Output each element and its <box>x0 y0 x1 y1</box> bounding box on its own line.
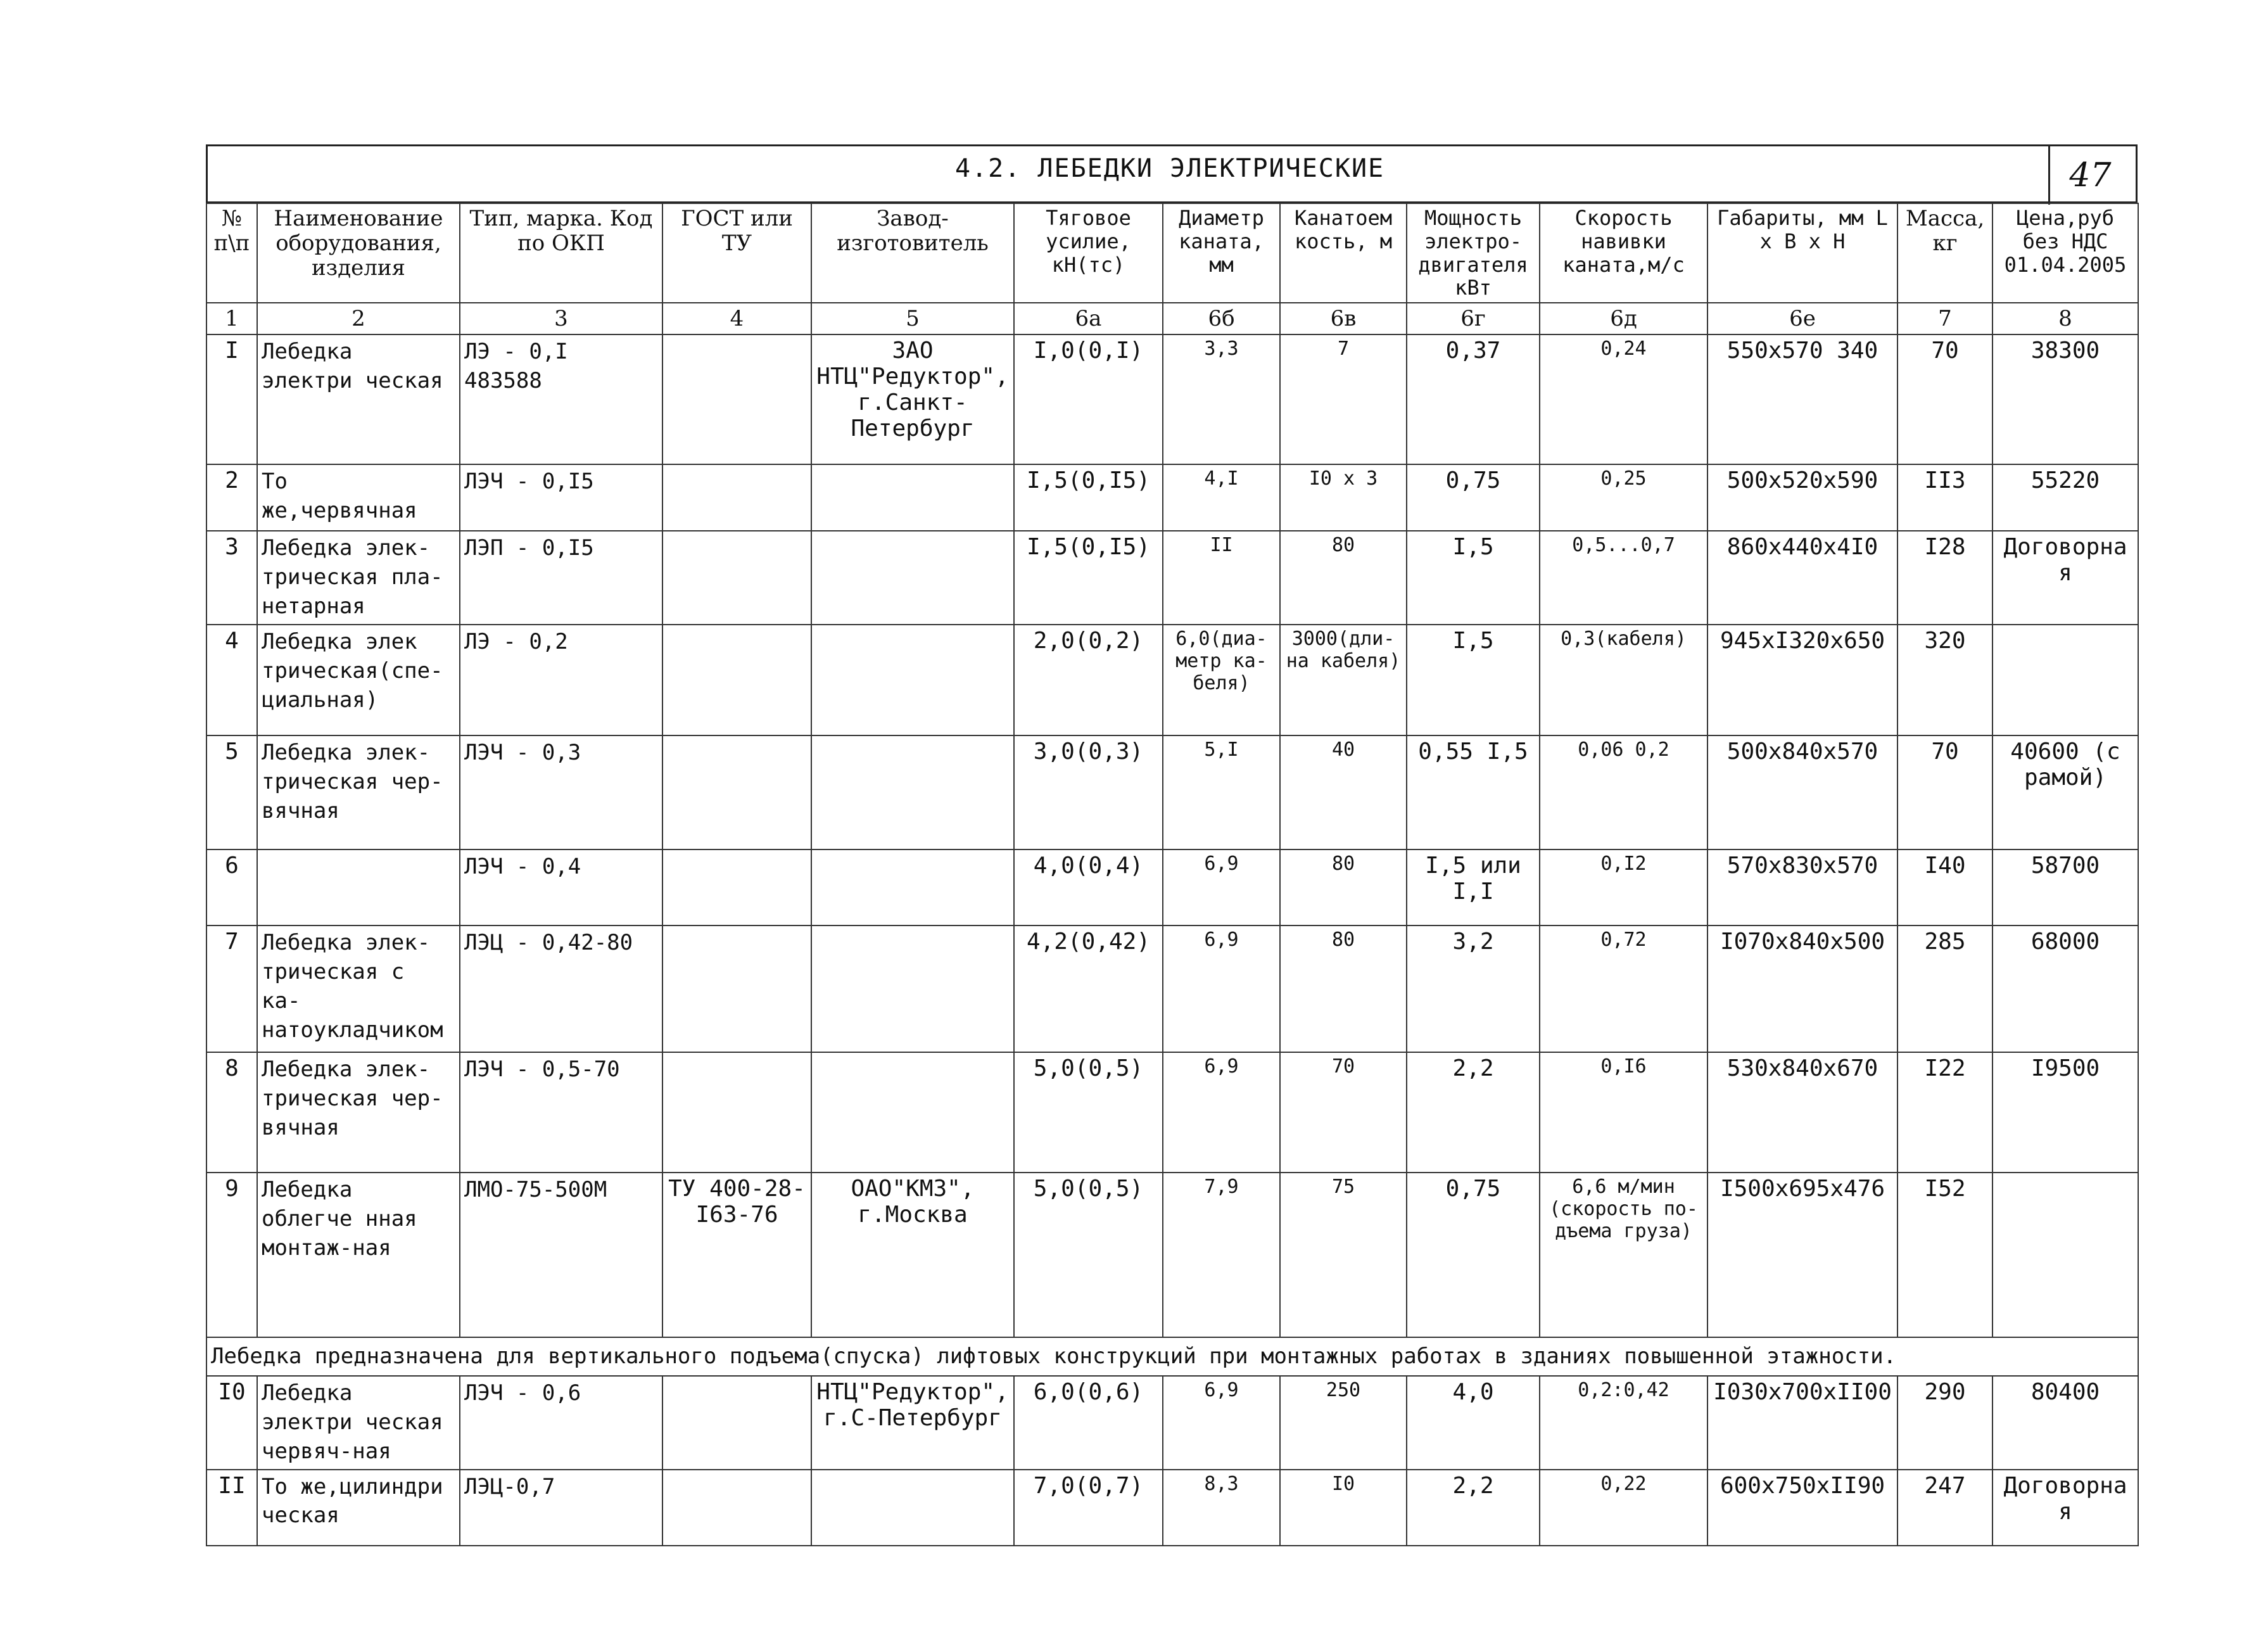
gost-tu-cell <box>662 1376 811 1470</box>
header-cell-power: Мощность электро-двигателя кВт <box>1407 203 1540 303</box>
table-row <box>206 464 2138 531</box>
equipment-name-cell <box>257 849 460 926</box>
rope-capacity-cell: 3000(дли-на кабеля) <box>1280 625 1407 735</box>
mass-cell: I28 <box>1897 531 1992 625</box>
gost-tu-cell <box>662 1052 811 1173</box>
manufacturer-cell: НТЦ"Редуктор", г.С-Петербург <box>811 1376 1014 1470</box>
equipment-name-cell: Лебедка элек трическая(спе-циальная) <box>257 625 460 735</box>
mass-cell: 70 <box>1897 735 1992 849</box>
type-code-cell: ЛЭЦ-0,7 <box>460 1470 662 1546</box>
manufacturer-cell: ЗАО НТЦ"Редуктор", г.Санкт-Петербург <box>811 334 1014 464</box>
rope-capacity-cell: 40 <box>1280 735 1407 849</box>
mass-cell: 285 <box>1897 926 1992 1052</box>
col-number-cell: 6а <box>1014 303 1163 334</box>
price-cell <box>1992 1173 2138 1337</box>
row-number-cell: I <box>206 334 257 464</box>
type-code-cell: ЛЭЧ - 0,4 <box>460 849 662 926</box>
manufacturer-cell: ОАО"КМЗ", г.Москва <box>811 1173 1014 1337</box>
gost-tu-cell: ТУ 400-28-I63-76 <box>662 1173 811 1337</box>
rope-diameter-cell: 6,9 <box>1163 849 1280 926</box>
mass-cell: I40 <box>1897 849 1992 926</box>
traction-force-cell: 2,0(0,2) <box>1014 625 1163 735</box>
motor-power-cell: 3,2 <box>1407 926 1540 1052</box>
equipment-name-cell: Лебедка элек-трическая с ка-натоукладчиком <box>257 926 460 1052</box>
col-number-cell: 6г <box>1407 303 1540 334</box>
winding-speed-cell: 0,I6 <box>1540 1052 1707 1173</box>
column-number-row <box>206 303 2138 334</box>
winding-speed-cell: 0,I2 <box>1540 849 1707 926</box>
table-row <box>206 625 2138 735</box>
type-code-cell: ЛЭЧ - 0,3 <box>460 735 662 849</box>
header-row <box>206 203 2138 303</box>
dimensions-cell: 570x830x570 <box>1707 849 1897 926</box>
manufacturer-cell <box>811 531 1014 625</box>
motor-power-cell: 2,2 <box>1407 1052 1540 1173</box>
note-row <box>206 1337 2138 1376</box>
rope-diameter-cell: 6,9 <box>1163 1376 1280 1470</box>
traction-force-cell: 4,0(0,4) <box>1014 849 1163 926</box>
type-code-cell: ЛЭ - 0,2 <box>460 625 662 735</box>
gost-tu-cell <box>662 625 811 735</box>
table-row <box>206 531 2138 625</box>
equipment-name-cell: Лебедка элек-трическая чер-вячная <box>257 735 460 849</box>
motor-power-cell: 0,37 <box>1407 334 1540 464</box>
traction-force-cell: I,5(0,I5) <box>1014 531 1163 625</box>
mass-cell: 70 <box>1897 334 1992 464</box>
winding-speed-cell: 0,24 <box>1540 334 1707 464</box>
rope-diameter-cell: 7,9 <box>1163 1173 1280 1337</box>
mass-cell: 247 <box>1897 1470 1992 1546</box>
manufacturer-cell <box>811 625 1014 735</box>
type-code-cell: ЛЭП - 0,I5 <box>460 531 662 625</box>
header-cell-capacity: Канатоем кость, м <box>1280 203 1407 303</box>
header-cell-force: Тяговое усилие, кН(тс) <box>1014 203 1163 303</box>
equipment-name-cell: Лебедка облегче нная монтаж-ная <box>257 1173 460 1337</box>
winding-speed-cell: 0,22 <box>1540 1470 1707 1546</box>
header-cell-speed: Скорость навивки каната,м/с <box>1540 203 1707 303</box>
price-cell: 58700 <box>1992 849 2138 926</box>
col-number-cell: 6в <box>1280 303 1407 334</box>
rope-capacity-cell: 7 <box>1280 334 1407 464</box>
traction-force-cell: 4,2(0,42) <box>1014 926 1163 1052</box>
dimensions-cell: 860x440x4I0 <box>1707 531 1897 625</box>
motor-power-cell: I,5 <box>1407 625 1540 735</box>
header-cell-mass: Масса, кг <box>1897 203 1992 303</box>
dimensions-cell: 500x840x570 <box>1707 735 1897 849</box>
row-number-cell: II <box>206 1470 257 1546</box>
winding-speed-cell: 0,25 <box>1540 464 1707 531</box>
winding-speed-cell: 0,5...0,7 <box>1540 531 1707 625</box>
header-cell-gost: ГОСТ или ТУ <box>662 203 811 303</box>
header-cell-price: Цена,руб без НДС 01.04.2005 <box>1992 203 2138 303</box>
rope-capacity-cell: 70 <box>1280 1052 1407 1173</box>
manufacturer-cell <box>811 735 1014 849</box>
type-code-cell: ЛЭЧ - 0,I5 <box>460 464 662 531</box>
motor-power-cell: 2,2 <box>1407 1470 1540 1546</box>
mass-cell: 320 <box>1897 625 1992 735</box>
winding-speed-cell: 0,06 0,2 <box>1540 735 1707 849</box>
price-cell: 40600 (с рамой) <box>1992 735 2138 849</box>
rope-capacity-cell: 75 <box>1280 1173 1407 1337</box>
winches-table <box>206 203 2139 1546</box>
table-row <box>206 735 2138 849</box>
header-cell-number: № п\п <box>206 203 257 303</box>
winding-speed-cell: 6,6 м/мин (скорость по-дъема груза) <box>1540 1173 1707 1337</box>
col-number-cell: 1 <box>206 303 257 334</box>
motor-power-cell: I,5 <box>1407 531 1540 625</box>
type-code-cell: ЛМО-75-500М <box>460 1173 662 1337</box>
gost-tu-cell <box>662 926 811 1052</box>
price-cell: 80400 <box>1992 1376 2138 1470</box>
traction-force-cell: I,5(0,I5) <box>1014 464 1163 531</box>
usage-note: Лебедка предназначена для вертикального подъема(спуска) лифтовых конструкций при монтажных работах в зданиях повышенной этажности. <box>206 1337 2138 1376</box>
dimensions-cell: I500x695x476 <box>1707 1173 1897 1337</box>
rope-capacity-cell: I0 x 3 <box>1280 464 1407 531</box>
section-title: 4.2. ЛЕБЕДКИ ЭЛЕКТРИЧЕСКИЕ <box>955 154 1385 183</box>
col-number-cell: 6б <box>1163 303 1280 334</box>
manufacturer-cell <box>811 1052 1014 1173</box>
traction-force-cell: 5,0(0,5) <box>1014 1173 1163 1337</box>
price-cell: Договорная <box>1992 531 2138 625</box>
rope-diameter-cell: 8,3 <box>1163 1470 1280 1546</box>
row-number-cell: 8 <box>206 1052 257 1173</box>
motor-power-cell: 0,75 <box>1407 1173 1540 1337</box>
title-bar <box>206 144 2138 203</box>
price-cell: 55220 <box>1992 464 2138 531</box>
equipment-name-cell: То же,цилиндри ческая <box>257 1470 460 1546</box>
col-number-cell: 6д <box>1540 303 1707 334</box>
col-number-cell: 7 <box>1897 303 1992 334</box>
winding-speed-cell: 0,2:0,42 <box>1540 1376 1707 1470</box>
motor-power-cell: 0,55 I,5 <box>1407 735 1540 849</box>
winding-speed-cell: 0,72 <box>1540 926 1707 1052</box>
table-row <box>206 926 2138 1052</box>
dimensions-cell: 530x840x670 <box>1707 1052 1897 1173</box>
manufacturer-cell <box>811 849 1014 926</box>
gost-tu-cell <box>662 735 811 849</box>
price-cell <box>1992 625 2138 735</box>
mass-cell: I52 <box>1897 1173 1992 1337</box>
header-cell-dimensions: Габариты, мм L x B x H <box>1707 203 1897 303</box>
table-row <box>206 1470 2138 1546</box>
gost-tu-cell <box>662 464 811 531</box>
header-cell-name: Наименование оборудования, изделия <box>257 203 460 303</box>
type-code-cell: ЛЭЦ - 0,42-80 <box>460 926 662 1052</box>
page-number: 47 <box>2048 146 2131 205</box>
mass-cell: 290 <box>1897 1376 1992 1470</box>
gost-tu-cell <box>662 1470 811 1546</box>
equipment-name-cell: Лебедка электри ческая червяч-ная <box>257 1376 460 1470</box>
price-cell: Договорная <box>1992 1470 2138 1546</box>
table-row <box>206 1376 2138 1470</box>
row-number-cell: I0 <box>206 1376 257 1470</box>
rope-diameter-cell: 6,0(диа-метр ка-беля) <box>1163 625 1280 735</box>
rope-capacity-cell: I0 <box>1280 1470 1407 1546</box>
col-number-cell: 3 <box>460 303 662 334</box>
header-cell-maker: Завод-изготовитель <box>811 203 1014 303</box>
rope-diameter-cell: 6,9 <box>1163 1052 1280 1173</box>
rope-capacity-cell: 250 <box>1280 1376 1407 1470</box>
traction-force-cell: I,0(0,I) <box>1014 334 1163 464</box>
gost-tu-cell <box>662 849 811 926</box>
dimensions-cell: 600x750xII90 <box>1707 1470 1897 1546</box>
type-code-cell: ЛЭЧ - 0,6 <box>460 1376 662 1470</box>
gost-tu-cell <box>662 531 811 625</box>
price-cell: I9500 <box>1992 1052 2138 1173</box>
equipment-name-cell: Лебедка элек-трическая чер-вячная <box>257 1052 460 1173</box>
col-number-cell: 5 <box>811 303 1014 334</box>
col-number-cell: 8 <box>1992 303 2138 334</box>
table-row <box>206 334 2138 464</box>
col-number-cell: 2 <box>257 303 460 334</box>
table-row <box>206 1173 2138 1337</box>
rope-capacity-cell: 80 <box>1280 531 1407 625</box>
type-code-cell: ЛЭ - 0,I 483588 <box>460 334 662 464</box>
price-cell: 38300 <box>1992 334 2138 464</box>
winding-speed-cell: 0,3(кабеля) <box>1540 625 1707 735</box>
mass-cell: II3 <box>1897 464 1992 531</box>
document-sheet <box>206 144 2138 1529</box>
dimensions-cell: 550x570 340 <box>1707 334 1897 464</box>
manufacturer-cell <box>811 464 1014 531</box>
dimensions-cell: 945xI320x650 <box>1707 625 1897 735</box>
price-cell: 68000 <box>1992 926 2138 1052</box>
motor-power-cell: 0,75 <box>1407 464 1540 531</box>
rope-diameter-cell: 6,9 <box>1163 926 1280 1052</box>
rope-diameter-cell: 5,I <box>1163 735 1280 849</box>
row-number-cell: 3 <box>206 531 257 625</box>
row-number-cell: 5 <box>206 735 257 849</box>
mass-cell: I22 <box>1897 1052 1992 1173</box>
rope-capacity-cell: 80 <box>1280 926 1407 1052</box>
motor-power-cell: I,5 или I,I <box>1407 849 1540 926</box>
table-row <box>206 1052 2138 1173</box>
dimensions-cell: 500x520x590 <box>1707 464 1897 531</box>
dimensions-cell: I070x840x500 <box>1707 926 1897 1052</box>
traction-force-cell: 7,0(0,7) <box>1014 1470 1163 1546</box>
rope-diameter-cell: 4,I <box>1163 464 1280 531</box>
equipment-name-cell: То же,червячная <box>257 464 460 531</box>
manufacturer-cell <box>811 1470 1014 1546</box>
row-number-cell: 2 <box>206 464 257 531</box>
dimensions-cell: I030x700xII00 <box>1707 1376 1897 1470</box>
rope-diameter-cell: 3,3 <box>1163 334 1280 464</box>
col-number-cell: 6е <box>1707 303 1897 334</box>
traction-force-cell: 6,0(0,6) <box>1014 1376 1163 1470</box>
motor-power-cell: 4,0 <box>1407 1376 1540 1470</box>
row-number-cell: 9 <box>206 1173 257 1337</box>
rope-diameter-cell: II <box>1163 531 1280 625</box>
row-number-cell: 4 <box>206 625 257 735</box>
table-row <box>206 849 2138 926</box>
rope-capacity-cell: 80 <box>1280 849 1407 926</box>
header-cell-type: Тип, марка. Код по ОКП <box>460 203 662 303</box>
row-number-cell: 6 <box>206 849 257 926</box>
equipment-name-cell: Лебедка электри ческая <box>257 334 460 464</box>
col-number-cell: 4 <box>662 303 811 334</box>
row-number-cell: 7 <box>206 926 257 1052</box>
header-cell-diameter: Диаметр каната, мм <box>1163 203 1280 303</box>
traction-force-cell: 5,0(0,5) <box>1014 1052 1163 1173</box>
type-code-cell: ЛЭЧ - 0,5-70 <box>460 1052 662 1173</box>
equipment-name-cell: Лебедка элек-трическая пла-нетарная <box>257 531 460 625</box>
traction-force-cell: 3,0(0,3) <box>1014 735 1163 849</box>
gost-tu-cell <box>662 334 811 464</box>
manufacturer-cell <box>811 926 1014 1052</box>
